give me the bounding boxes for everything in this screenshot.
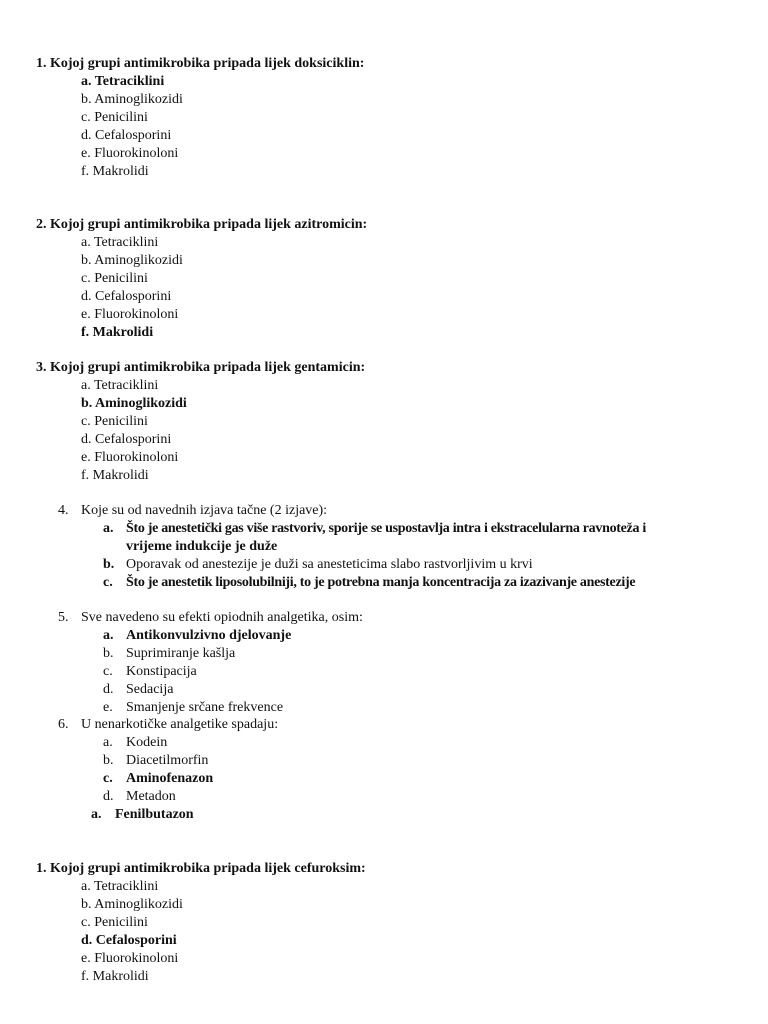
question-6-option-c-text: Aminofenazon bbox=[126, 771, 214, 786]
question-2-option-d: d. Cefalosporini bbox=[81, 289, 172, 304]
question-1-option-a: a. Tetraciklini bbox=[81, 74, 165, 89]
question-7-title: 1. Kojoj grupi antimikrobika pripada lijek cefuroksim: bbox=[36, 861, 366, 876]
question-5-option-c-label: c. bbox=[103, 664, 113, 679]
question-7-option-e: e. Fluorokinoloni bbox=[81, 951, 179, 966]
question-7-option-d: d. Cefalosporini bbox=[81, 933, 177, 948]
question-4-number: 4. bbox=[58, 503, 69, 518]
question-4-option-b-label: b. bbox=[103, 557, 115, 572]
question-1-option-c: c. Penicilini bbox=[81, 110, 148, 125]
question-5-option-b-label: b. bbox=[103, 646, 114, 661]
question-6-option-a-label: a. bbox=[103, 735, 113, 750]
question-6-option-d-text: Metadon bbox=[126, 789, 176, 804]
question-1-title: 1. Kojoj grupi antimikrobika pripada lijek doksiciklin: bbox=[36, 56, 365, 71]
question-5-option-e-text: Smanjenje srčane frekvence bbox=[126, 700, 284, 715]
question-1-option-b: b. Aminoglikozidi bbox=[81, 92, 183, 107]
question-4-title: Koje su od navednih izjava tačne (2 izjave): bbox=[81, 503, 328, 518]
question-6-option-extra-text: Fenilbutazon bbox=[115, 807, 194, 822]
question-5-option-c-text: Konstipacija bbox=[126, 664, 197, 679]
question-5-option-a-text: Antikonvulzivno djelovanje bbox=[126, 628, 292, 643]
question-3-option-f: f. Makrolidi bbox=[81, 468, 149, 483]
question-2-option-c: c. Penicilini bbox=[81, 271, 148, 286]
question-6-number: 6. bbox=[58, 717, 69, 732]
question-2-option-e: e. Fluorokinoloni bbox=[81, 307, 179, 322]
question-3-option-e: e. Fluorokinoloni bbox=[81, 450, 179, 465]
question-1-option-d: d. Cefalosporini bbox=[81, 128, 172, 143]
question-1-option-e: e. Fluorokinoloni bbox=[81, 146, 179, 161]
question-4-option-b-text: Oporavak od anestezije je duži sa anesteticima slabo rastvorljivim u krvi bbox=[126, 557, 533, 572]
question-7-option-a: a. Tetraciklini bbox=[81, 879, 159, 894]
question-4-option-c-label: c. bbox=[103, 575, 113, 590]
question-6-option-b-label: b. bbox=[103, 753, 114, 768]
question-4-option-a-text-line-1: Što je anestetički gas više rastvoriv, sporije se uspostavlja intra i ekstracelularna ravnoteža i bbox=[126, 521, 646, 536]
question-4-option-a-text-line-2: vrijeme indukcije je duže bbox=[126, 539, 278, 554]
question-5-option-d-label: d. bbox=[103, 682, 114, 697]
question-4-option-a-label: a. bbox=[103, 521, 114, 536]
question-3-option-a: a. Tetraciklini bbox=[81, 378, 159, 393]
question-7-option-b: b. Aminoglikozidi bbox=[81, 897, 183, 912]
question-3-option-b: b. Aminoglikozidi bbox=[81, 396, 187, 411]
question-3-title: 3. Kojoj grupi antimikrobika pripada lijek gentamicin: bbox=[36, 360, 366, 375]
question-2-option-a: a. Tetraciklini bbox=[81, 235, 159, 250]
question-2-title: 2. Kojoj grupi antimikrobika pripada lijek azitromicin: bbox=[36, 217, 368, 232]
question-7-option-f: f. Makrolidi bbox=[81, 969, 149, 984]
question-5-option-e-label: e. bbox=[103, 700, 113, 715]
question-6-option-a-text: Kodein bbox=[126, 735, 168, 750]
question-7-option-c: c. Penicilini bbox=[81, 915, 148, 930]
question-6-option-d-label: d. bbox=[103, 789, 114, 804]
question-5-option-d-text: Sedacija bbox=[126, 682, 174, 697]
question-6-option-b-text: Diacetilmorfin bbox=[126, 753, 209, 768]
question-5-number: 5. bbox=[58, 610, 69, 625]
question-2-option-f: f. Makrolidi bbox=[81, 325, 154, 340]
question-5-option-a-label: a. bbox=[103, 628, 114, 643]
question-6-option-extra-label: a. bbox=[91, 807, 102, 822]
question-1-option-f: f. Makrolidi bbox=[81, 164, 149, 179]
question-3-option-c: c. Penicilini bbox=[81, 414, 148, 429]
question-6-title: U nenarkotičke analgetike spadaju: bbox=[81, 717, 279, 732]
question-4-option-c-text: Što je anestetik liposolubilniji, to je potrebna manja koncentracija za izazivanje anestezije bbox=[126, 575, 636, 590]
question-2-option-b: b. Aminoglikozidi bbox=[81, 253, 183, 268]
question-5-title: Sve navedeno su efekti opiodnih analgetika, osim: bbox=[81, 610, 363, 625]
question-6-option-c-label: c. bbox=[103, 771, 113, 786]
question-3-option-d: d. Cefalosporini bbox=[81, 432, 172, 447]
question-5-option-b-text: Suprimiranje kašlja bbox=[126, 646, 236, 661]
